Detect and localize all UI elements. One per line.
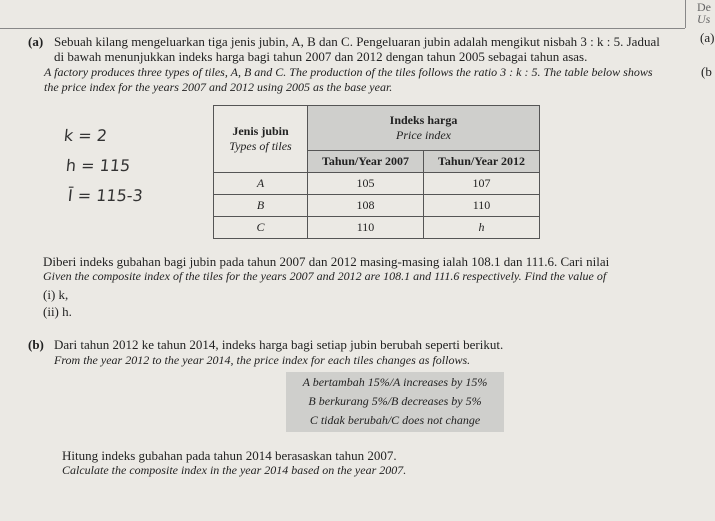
top-divider [0,28,685,29]
changes-box [286,372,504,432]
price-index-group-header [308,106,540,151]
col-2012-header: Tahun/Year 2012 [424,151,540,173]
corner-text-2: Us [697,12,711,26]
price-index-table [213,105,540,239]
change-b: B berkurang 5%/B decreases by 5% [308,394,482,408]
part-b-question-en: Calculate the composite index in the year 2014 based on the year 2007. [62,463,407,477]
col-tile-type-header [214,106,308,173]
handwritten-index: Ī = 115-3 [67,186,144,205]
top-box-edge [0,0,686,28]
change-a: A bertambah 15%/A increases by 15% [302,375,488,389]
part-a-line4: the price index for the years 2007 and 2012 using 2005 as the base year. [44,80,393,94]
table-cell-2007: 105 [308,173,424,195]
handwritten-h: h = 115 [65,156,132,175]
part-a-label: (a) [28,34,44,49]
handwritten-k: k = 2 [63,126,109,145]
part-b-label: (b) [28,337,44,352]
part-a-line1: Sebuah kilang mengeluarkan tiga jenis jubin, A, B dan C. Pengeluaran jubin adalah mengikut nisbah 3 : k : 5. Jadual [54,34,660,49]
table-cell-2012: h [424,217,540,239]
part-b-en: From the year 2012 to the year 2014, the price index for each tiles changes as follows. [54,353,471,367]
table-cell-2007: 108 [308,195,424,217]
price-index-en: Price index [396,128,451,142]
given-en: Given the composite index of the tiles for the years 2007 and 2012 are 108.1 and 111.6 respectively. Find the value of [43,269,607,283]
margin-label-a: (a) [700,30,715,45]
col-tile-type-ms: Jenis jubin [232,124,289,138]
part-b-ms: Dari tahun 2012 ke tahun 2014, indeks harga bagi setiap jubin berubah seperti berikut. [54,337,504,352]
table-row [214,173,540,195]
part-a-line2: di bawah menunjukkan indeks harga bagi tahun 2007 dan 2012 dengan tahun 2005 sebagai tahun asas. [54,49,588,64]
given-ms: Diberi indeks gubahan bagi jubin pada tahun 2007 dan 2012 masing-masing ialah 108.1 dan 111.6. Cari nilai [43,254,610,269]
table-cell-2012: 110 [424,195,540,217]
part-a-line3: A factory produces three types of tiles, A, B and C. The production of the tiles follows the ratio 3 : k : 5. The table below shows [44,65,653,79]
price-index-ms: Indeks harga [389,113,458,127]
margin-label-b: (b [701,64,712,79]
question-i: (i) k, [43,287,69,302]
table-cell-2012: 107 [424,173,540,195]
table-row [214,217,540,239]
table-cell-type: A [214,173,308,195]
corner-text-1: De [697,0,711,14]
col-tile-type-en: Types of tiles [229,139,292,153]
table-cell-type: B [214,195,308,217]
table-cell-type: C [214,217,308,239]
part-b-question-ms: Hitung indeks gubahan pada tahun 2014 berasaskan tahun 2007. [62,448,397,463]
change-c: C tidak berubah/C does not change [309,413,481,427]
col-2007-header: Tahun/Year 2007 [308,151,424,173]
table-row [214,195,540,217]
question-ii: (ii) h. [43,304,72,319]
table-cell-2007: 110 [308,217,424,239]
